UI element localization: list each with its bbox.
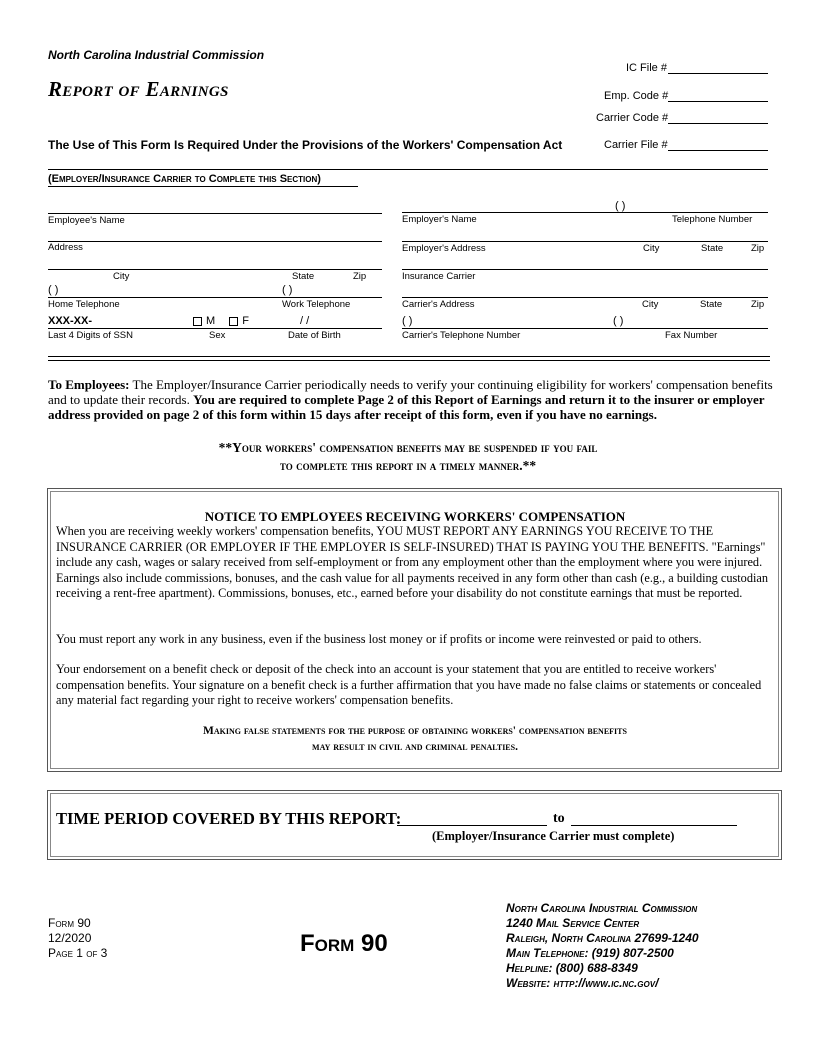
carrier-address-label: Carrier's Address — [402, 299, 475, 310]
notice-paragraph-1: When you are receiving weekly workers' compensation benefits, YOU MUST REPORT ANY EARNINGS YOU RECEIVE TO THE INSURANCE CARRIER (OR EMPLOYER IF THE EMPLOYER IS SELF-INSURED) THAT IS PAYING YOU THE BENEFITS. "Earnings" include any cash, wages or salary received from self-employment or from any employment other than the employment where you were injured. Earnings also include commissions, bonuses, and the cash value for all payments received in any form other than cash (e.g., a building custodian receiving a rent-free apartment). Commissions, bonuses, etc., earned before your disability do not constitute earnings that must be reported. — [56, 524, 769, 600]
penalty-line-1: Making false statements for the purpose of obtaining workers' compensation benefits — [203, 725, 627, 737]
carrier-address-field[interactable] — [402, 297, 768, 298]
carrier-zip-label: Zip — [751, 299, 765, 310]
notice-paragraph-3: Your endorsement on a benefit check or deposit of the check into an account is your statement that you are entitled to receive workers' compensation benefits. Your signature on a benefit check is a further affirmation that you have made no false claims or statements or concealed any material fact regarding your right to receive workers' compensation benefits. — [56, 662, 762, 707]
carrier-file-field[interactable] — [668, 150, 768, 151]
footer-website[interactable]: Website: http://www.ic.nc.gov/ — [506, 976, 659, 990]
footer-main-telephone: Main Telephone: (919) 807-2500 — [506, 946, 674, 960]
employee-name-label: Employee's Name — [48, 215, 125, 226]
carrier-phone-parens: ( ) — [402, 315, 413, 327]
warning-line-2: to complete this report in a timely manner.** — [279, 458, 537, 473]
carrier-phone-fax-field[interactable] — [402, 328, 768, 329]
ssn-prefix: XXX-XX- — [48, 315, 93, 327]
sex-f-checkbox[interactable] — [229, 317, 238, 326]
footer-date: 12/2020 — [48, 931, 92, 945]
employee-name-field[interactable] — [48, 213, 382, 214]
footer-big-form: Form 90 — [300, 930, 388, 957]
penalty-line-2: may result in civil and criminal penalties. — [312, 741, 518, 753]
address-label: Address — [48, 242, 83, 253]
employer-state-label: State — [701, 243, 724, 254]
footer-helpline: Helpline: (800) 688-8349 — [506, 961, 638, 975]
time-period-start-field[interactable] — [397, 825, 547, 826]
footer-address-city: Raleigh, North Carolina 27699-1240 — [506, 931, 699, 945]
phone-field[interactable] — [48, 297, 382, 298]
carrier-phone-label: Carrier's Telephone Number — [402, 330, 521, 341]
employer-address-label: Employer's Address — [402, 243, 486, 254]
sex-m-label: M — [206, 315, 216, 327]
dob-label: Date of Birth — [288, 330, 341, 341]
to-employees-lead: To Employees: — [48, 377, 130, 392]
warning-line-1: **Your workers' compensation benefits may be suspended if you fail — [218, 440, 598, 455]
carrier-state-label: State — [700, 299, 723, 310]
to-employees-text: The Employer/Insurance Carrier periodically needs to verify your continuing eligibility for workers' compensation benefits and to update their records. — [48, 377, 773, 407]
form-title: Report of Earnings — [48, 77, 229, 101]
insurance-carrier-field[interactable] — [402, 269, 768, 270]
section-heading: (Employer/Insurance Carrier to Complete this Section) — [48, 173, 321, 185]
carrier-code-field[interactable] — [668, 123, 768, 124]
ic-file-field[interactable] — [668, 73, 768, 74]
footer-form-number: Form 90 — [48, 916, 91, 930]
sex-options[interactable] — [193, 315, 249, 327]
employer-zip-label: Zip — [751, 243, 765, 254]
state-label: State — [292, 271, 315, 282]
emp-code-label: Emp. Code # — [604, 90, 669, 102]
fax-parens: ( ) — [613, 315, 624, 327]
time-period-note: (Employer/Insurance Carrier must complete) — [432, 829, 675, 843]
carrier-file-label: Carrier File # — [604, 139, 668, 151]
home-phone-parens: ( ) — [48, 284, 59, 296]
employer-address-field[interactable] — [402, 241, 768, 242]
section-heading-underline — [48, 186, 358, 187]
dob-slashes: / / — [300, 315, 310, 327]
sex-f-label: F — [242, 315, 250, 327]
ssn-label: Last 4 Digits of SSN — [48, 330, 134, 341]
notice-title: NOTICE TO EMPLOYEES RECEIVING WORKERS' COMPENSATION — [204, 509, 626, 524]
sex-m-checkbox[interactable] — [193, 317, 202, 326]
insurance-carrier-label: Insurance Carrier — [402, 271, 476, 282]
to-employees-bold-text: You are required to complete Page 2 of this Report of Earnings and return it to the insurer or employer address provided on page 2 of this form within 15 days after receipt of this form, even if you have no earnings. — [48, 392, 765, 422]
employer-phone-parens: ( ) — [615, 200, 626, 212]
ic-file-label: IC File # — [626, 62, 667, 74]
time-period-label: TIME PERIOD COVERED BY THIS REPORT: — [56, 809, 402, 828]
notice-paragraph-2: You must report any work in any business, even if the business lost money or if profits or income were reinvested or paid to others. — [56, 632, 702, 646]
city-label: City — [113, 271, 130, 282]
time-period-end-field[interactable] — [571, 825, 737, 826]
employer-name-field[interactable] — [402, 212, 768, 213]
footer-page: Page 1 of 3 — [48, 946, 108, 960]
footer-address-agency: North Carolina Industrial Commission — [506, 901, 698, 915]
employer-telephone-label: Telephone Number — [672, 214, 753, 225]
work-phone-parens: ( ) — [282, 284, 293, 296]
sex-label: Sex — [209, 330, 226, 341]
use-statement: The Use of This Form Is Required Under the Provisions of the Workers' Compensation Act — [48, 138, 563, 152]
zip-label: Zip — [353, 271, 367, 282]
work-phone-label: Work Telephone — [282, 299, 351, 310]
header-divider — [48, 169, 768, 170]
time-period-to: to — [553, 811, 565, 826]
fax-label: Fax Number — [665, 330, 718, 341]
address-field[interactable] — [48, 241, 382, 242]
emp-code-field[interactable] — [668, 101, 768, 102]
section-double-divider — [48, 356, 770, 361]
carrier-code-label: Carrier Code # — [596, 112, 669, 124]
carrier-city-label: City — [642, 299, 659, 310]
footer-address-center: 1240 Mail Service Center — [506, 916, 640, 930]
home-phone-label: Home Telephone — [48, 299, 120, 310]
employer-name-label: Employer's Name — [402, 214, 477, 225]
city-state-zip-field[interactable] — [48, 269, 382, 270]
ssn-sex-dob-field[interactable] — [48, 328, 382, 329]
agency-name: North Carolina Industrial Commission — [48, 48, 265, 62]
to-employees-paragraph — [48, 377, 783, 422]
employer-city-label: City — [643, 243, 660, 254]
